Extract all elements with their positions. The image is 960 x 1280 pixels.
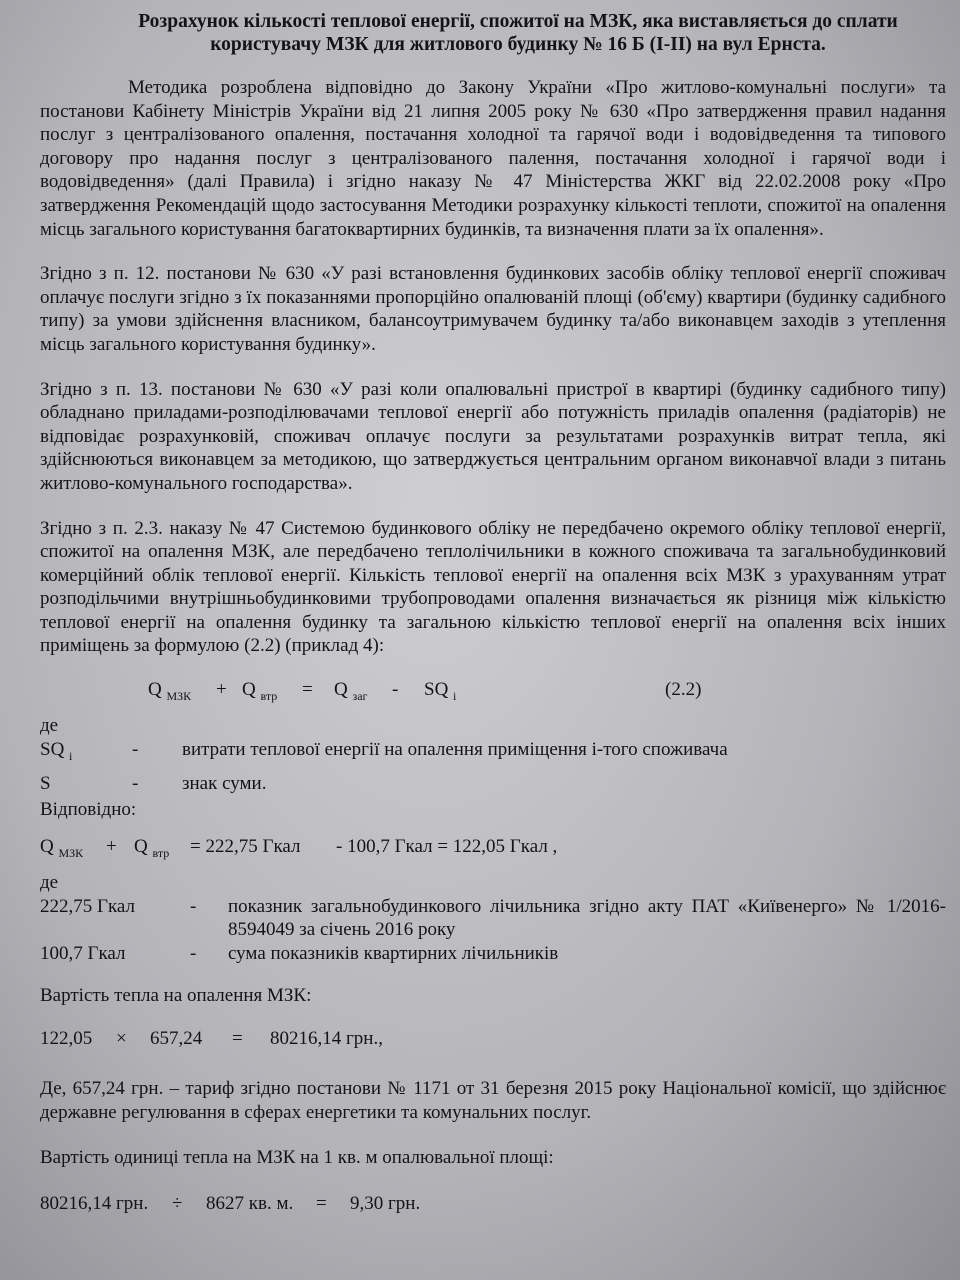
formula-number: (2.2): [665, 679, 702, 701]
definition-total-dash: -: [190, 895, 197, 917]
formula-2-2: [40, 672, 946, 710]
paragraph-p23: Згідно з п. 2.3. наказу № 47 Системою будинкового обліку не передбачено окремого обліку теплової енергії, спожитої на опалення МЗК, але передбачено теплолічильники в кожного споживача та загальнобудинковий комерційний облік теплової енергії. Кількість теплової енергії на опалення всіх МЗК з урахуванням утрат розподільчими внутрішньобудинковими трубопроводами опалення визначається як різниця між кількістю теплової енергії на опалення будинку та загальною кількістю теплової енергії на опалення всіх інших приміщень за формулою (2.2) (приклад 4):: [40, 517, 946, 657]
formula-q-vtr: Q $_{втр}$: [242, 679, 278, 703]
definition-total-text: показник загальнобудинкового лічильника згідно акту ПАТ «Київенерго» № 1/2016-8594049 за січень 2016 року: [228, 895, 946, 941]
calc3-total-cost: 80216,14 грн.: [40, 1193, 149, 1214]
paragraph-p13: Згідно з п. 13. постанови № 630 «У разі коли опалювальні пристрої в квартирі (будинку садибного типу) обладнано приладами-розподілювачами теплової енергії або потужність приладів опалення (радіаторів) не відповідає розрахунковій, споживач оплачує послуги за результатами розрахунків витрат тепла, які здійснюються виконавцем за методикою, що затверджується центральним органом виконавчої влади з питань житлово-комунального господарства».: [40, 378, 946, 494]
calculation-2: [40, 1027, 946, 1053]
definition-apartments-key: 100,7 Гкал: [40, 943, 126, 965]
calc3-divide: ÷: [172, 1193, 183, 1214]
formula-minus: -: [392, 679, 399, 701]
formula-sq: SQ $_i$: [424, 679, 457, 703]
calc1-difference: - 100,7 Гкал = 122,05 Гкал ,: [336, 836, 558, 858]
calc2-multiply: ×: [116, 1028, 127, 1050]
formula-q-zag: Q $_{заг}$: [334, 679, 368, 703]
accordingly-label: Відповідно:: [40, 798, 137, 820]
where-label-1: де: [40, 715, 59, 737]
definition-total-key: 222,75 Гкал: [40, 895, 136, 917]
calc2-equals: =: [232, 1028, 243, 1050]
formula-equals: =: [302, 679, 313, 701]
definition-s: [40, 772, 946, 798]
intro-paragraph: Методика розроблена відповідно до Закону України «Про житлово-комунальні послуги» та постанови Кабінету Міністрів України від 21 липня 2005 року № 630 «Про затвердження правил надання послуг з централізованого опалення, постачання холодної та гарячої води і водовідведення та типового договору про надання послуг з централізованого палення, постачання холодної і гарячої води і водовідведення» (далі Правила) і згідно наказу № 47 Міністерства ЖКГ від 22.02.2008 року «Про затвердження Рекомендацій щодо застосування Методики розрахунку кількості теплоти, спожитої на опалення місць загального користування багатоквартирних будинків, та визначення плати за їх опалення».: [40, 77, 946, 240]
definition-total-meter: [40, 895, 946, 942]
calc2-value: 122,05: [40, 1028, 93, 1050]
definition-apartments-dash: -: [190, 943, 197, 965]
calc1-q-mzk: Q $_{МЗК}$: [40, 836, 84, 861]
document-title: [90, 10, 946, 56]
calc3-area: 8627 кв. м.: [206, 1193, 294, 1214]
calculation-1: [40, 835, 946, 861]
definition-sq-dash: -: [132, 738, 139, 760]
calculation-3: [40, 1192, 946, 1218]
calc2-result: 80216,14 грн.,: [270, 1028, 383, 1050]
title-line-1: Розрахунок кількості теплової енергії, спожитої на МЗК, яка виставляється до сплати: [138, 11, 898, 32]
calc3-equals: =: [316, 1193, 327, 1214]
calc1-q-vtr: Q $_{втр}$: [134, 836, 170, 861]
calc3-result: 9,30 грн.: [350, 1193, 421, 1214]
calc2-tariff: 657,24: [150, 1028, 203, 1050]
where-label-2: де: [40, 872, 59, 894]
definition-sq-text: витрати теплової енергії на опалення приміщення і-того споживача: [182, 738, 728, 760]
calc1-total: = 222,75 Гкал: [190, 836, 301, 858]
definition-apartments-sum: [40, 942, 946, 966]
definition-sq-key: SQ $_i$: [40, 738, 73, 763]
definition-s-text: знак суми.: [182, 772, 267, 794]
definition-apartments-text: сума показників квартирних лічильників: [228, 943, 559, 965]
tariff-note: Де, 657,24 грн. – тариф згідно постанови № 1171 от 31 березня 2015 року Національної комісії, що здійснює державне регулювання в сферах енергетики та комунальних послуг.: [40, 1078, 946, 1123]
formula-q-mzk: Q $_{МЗК}$: [148, 679, 192, 703]
unit-cost-heading: Вартість одиниці тепла на МЗК на 1 кв. м опалювальної площі:: [40, 1147, 554, 1169]
title-line-2: користувачу МЗК для житлового будинку № 16 Б (І-ІІ) на вул Ернста.: [210, 34, 826, 55]
definition-s-key: S: [40, 772, 51, 794]
cost-heading: Вартість тепла на опалення МЗК:: [40, 984, 312, 1006]
paragraph-p12: Згідно з п. 12. постанови № 630 «У разі встановлення будинкових засобів обліку теплової енергії споживач оплачує послуги згідно з їх показаннями пропорційно опалюваній площі (об'єму) квартири (будинку садибного типу) за умови здійснення власником, балансоутримувачем будинку та/або виконавцем заходів з утеплення місць загального користування будинку».: [40, 263, 946, 355]
definition-s-dash: -: [132, 772, 139, 794]
formula-plus: +: [216, 679, 227, 701]
calc1-plus: +: [106, 836, 117, 858]
definition-sq: [40, 738, 946, 764]
